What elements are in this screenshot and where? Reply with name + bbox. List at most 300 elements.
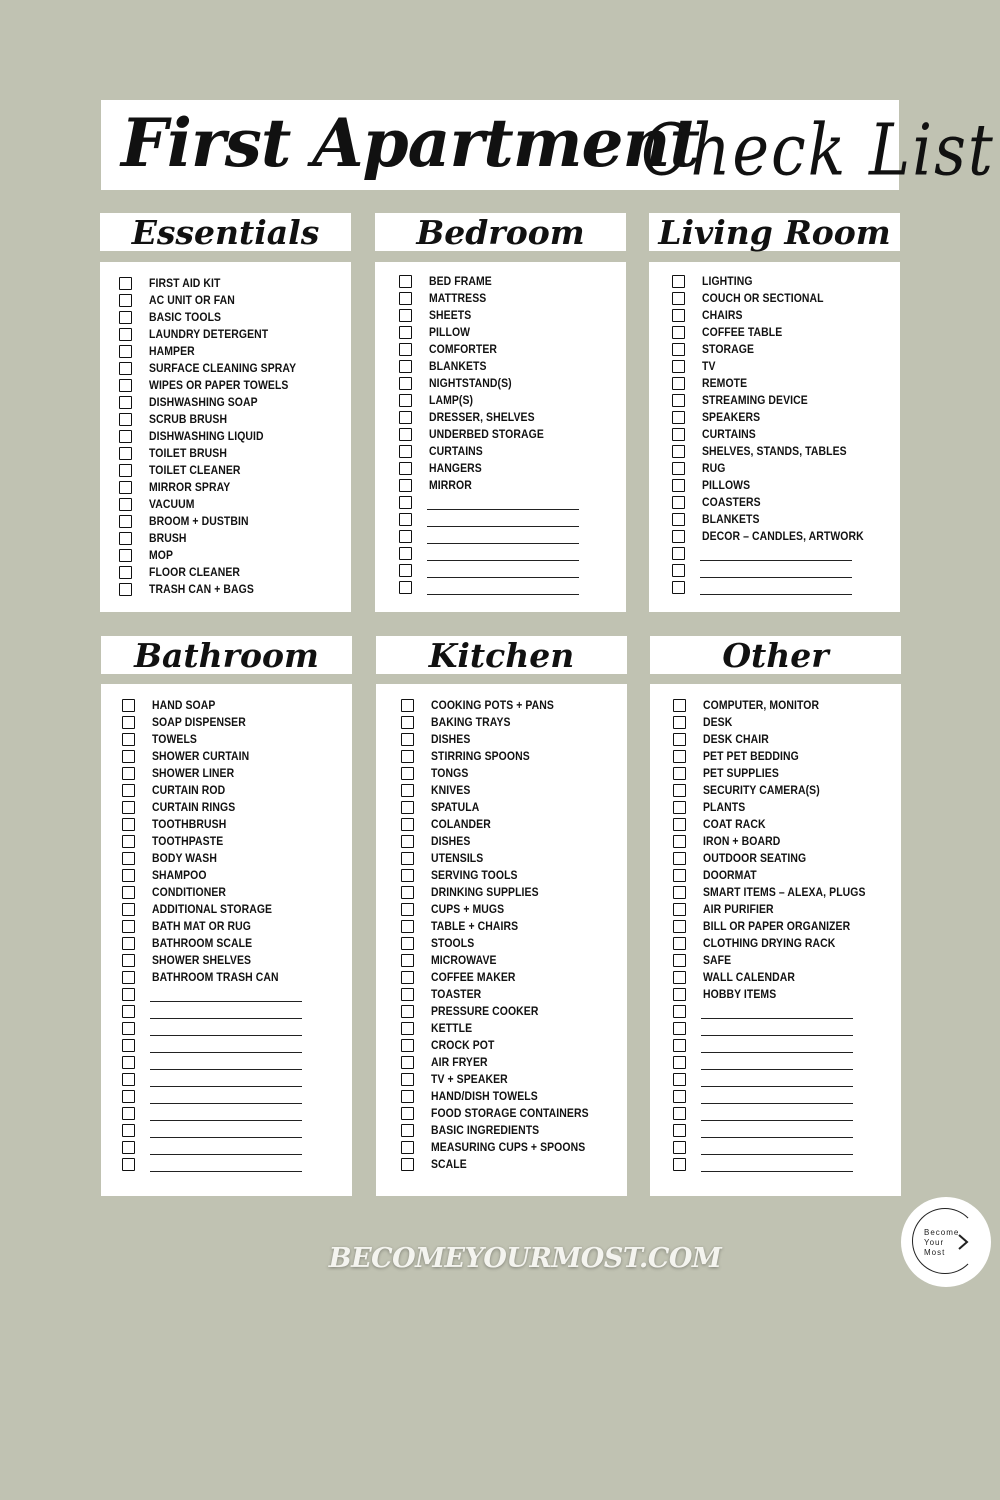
checkbox[interactable] xyxy=(399,547,412,560)
checkbox[interactable] xyxy=(399,292,412,305)
checkbox[interactable] xyxy=(399,275,412,288)
checklist-item xyxy=(122,714,302,731)
write-in-line[interactable] xyxy=(701,1124,853,1138)
checkbox[interactable] xyxy=(122,1141,135,1154)
checklist-blank-item xyxy=(672,562,882,579)
checkbox[interactable] xyxy=(672,496,685,509)
checklist-item xyxy=(122,884,302,901)
checkbox[interactable] xyxy=(122,835,135,848)
checkbox[interactable] xyxy=(122,988,135,1001)
checklist-blank-item xyxy=(399,511,579,528)
checkbox[interactable] xyxy=(401,716,414,729)
checkbox[interactable] xyxy=(119,413,132,426)
checkbox[interactable] xyxy=(672,275,685,288)
checkbox[interactable] xyxy=(673,1022,686,1035)
checklist-blank-item xyxy=(122,1020,302,1037)
checklist-item xyxy=(399,443,579,460)
checkbox[interactable] xyxy=(673,920,686,933)
checkbox[interactable] xyxy=(399,513,412,526)
checklist-item xyxy=(401,935,606,952)
checklist-item-label: ADDITIONAL STORAGE xyxy=(152,903,273,916)
checklist-item-label: DISHES xyxy=(431,835,471,848)
checklist-item xyxy=(399,426,579,443)
write-in-line[interactable] xyxy=(427,496,579,510)
checkbox[interactable] xyxy=(672,479,685,492)
brand-logo[interactable] xyxy=(901,1197,991,1287)
website-url[interactable]: BECOMEYOURMOST.COM xyxy=(328,1243,722,1274)
checklist-item-label: LIGHTING xyxy=(702,275,753,288)
checkbox[interactable] xyxy=(673,1039,686,1052)
section-bathroom xyxy=(101,684,352,1196)
checkbox[interactable] xyxy=(119,481,132,494)
checklist-blank-item xyxy=(122,986,302,1003)
checklist-item-label: CUPS + MUGS xyxy=(431,903,505,916)
checkbox[interactable] xyxy=(401,852,414,865)
checklist-blank-item xyxy=(673,1156,884,1173)
write-in-line[interactable] xyxy=(701,1056,853,1070)
checklist-item xyxy=(122,782,302,799)
checkbox[interactable] xyxy=(119,379,132,392)
checklist-item-label: SOAP DISPENSER xyxy=(152,716,246,729)
checkbox[interactable] xyxy=(122,818,135,831)
checkbox[interactable] xyxy=(672,581,685,594)
checklist-other xyxy=(673,697,884,1173)
checklist-item-label: SAFE xyxy=(703,954,732,967)
checkbox[interactable] xyxy=(122,699,135,712)
checkbox[interactable] xyxy=(122,801,135,814)
write-in-line[interactable] xyxy=(150,1107,302,1121)
checkbox[interactable] xyxy=(119,311,132,324)
checklist-blank-item xyxy=(399,545,579,562)
checklist-item-label: SERVING TOOLS xyxy=(431,869,518,882)
checklist-item-label: VACUUM xyxy=(149,498,195,511)
checklist-item-label: BASIC TOOLS xyxy=(149,311,222,324)
checklist-item xyxy=(672,307,882,324)
checklist-item xyxy=(119,394,312,411)
checkbox[interactable] xyxy=(672,564,685,577)
section-living-room xyxy=(649,262,900,612)
checkbox[interactable] xyxy=(399,394,412,407)
checkbox[interactable] xyxy=(673,971,686,984)
checkbox[interactable] xyxy=(673,988,686,1001)
checklist-item xyxy=(119,513,312,530)
checkbox[interactable] xyxy=(401,801,414,814)
write-in-line[interactable] xyxy=(150,1124,302,1138)
write-in-line[interactable] xyxy=(150,1056,302,1070)
checklist-item-label: BASIC INGREDIENTS xyxy=(431,1124,540,1137)
checkbox[interactable] xyxy=(399,343,412,356)
checkbox[interactable] xyxy=(673,835,686,848)
checkbox[interactable] xyxy=(119,583,132,596)
checkbox[interactable] xyxy=(401,1124,414,1137)
write-in-line[interactable] xyxy=(150,1158,302,1172)
checklist-item-label: MIRROR SPRAY xyxy=(149,481,231,494)
checkbox[interactable] xyxy=(672,428,685,441)
checkbox[interactable] xyxy=(122,886,135,899)
checkbox[interactable] xyxy=(399,530,412,543)
checkbox[interactable] xyxy=(399,462,412,475)
checklist-item-label: DISHWASHING SOAP xyxy=(149,396,258,409)
checkbox[interactable] xyxy=(122,716,135,729)
checkbox[interactable] xyxy=(672,394,685,407)
checklist-item xyxy=(672,460,882,477)
checkbox[interactable] xyxy=(122,750,135,763)
checklist-item xyxy=(401,714,606,731)
section-heading-kitchen: Kitchen xyxy=(376,636,627,674)
checklist-item xyxy=(673,799,884,816)
checklist-item-label: NIGHTSTAND(S) xyxy=(429,377,512,390)
checkbox[interactable] xyxy=(122,767,135,780)
checklist-item-label: MATTRESS xyxy=(429,292,487,305)
checklist-item-label: FIRST AID KIT xyxy=(149,277,221,290)
checkbox[interactable] xyxy=(673,1073,686,1086)
logo-line-1: Become xyxy=(924,1228,960,1237)
checkbox[interactable] xyxy=(399,360,412,373)
checkbox[interactable] xyxy=(673,716,686,729)
checklist-item xyxy=(673,833,884,850)
checklist-item-label: SHAMPOO xyxy=(152,869,207,882)
checklist-item-label: PET SUPPLIES xyxy=(703,767,779,780)
write-in-line[interactable] xyxy=(700,581,852,595)
checkbox[interactable] xyxy=(119,498,132,511)
checklist-item-label: HAMPER xyxy=(149,345,195,358)
checkbox[interactable] xyxy=(401,1022,414,1035)
checkbox[interactable] xyxy=(122,1073,135,1086)
section-heading-living-room: Living Room xyxy=(649,213,900,251)
checklist-essentials xyxy=(119,275,312,598)
checkbox[interactable] xyxy=(401,1090,414,1103)
checkbox[interactable] xyxy=(401,835,414,848)
checklist-item-label: CROCK POT xyxy=(431,1039,495,1052)
checklist-item xyxy=(122,816,302,833)
checklist-item-label: PRESSURE COOKER xyxy=(431,1005,539,1018)
checkbox[interactable] xyxy=(399,581,412,594)
checklist-item-label: PET PET BEDDING xyxy=(703,750,799,763)
write-in-line[interactable] xyxy=(701,1039,853,1053)
checklist-item-label: UTENSILS xyxy=(431,852,484,865)
checkbox[interactable] xyxy=(672,292,685,305)
checkbox[interactable] xyxy=(399,309,412,322)
write-in-line[interactable] xyxy=(701,1107,853,1121)
checkbox[interactable] xyxy=(399,377,412,390)
checkbox[interactable] xyxy=(122,784,135,797)
checklist-item-label: AC UNIT OR FAN xyxy=(149,294,235,307)
checklist-item xyxy=(673,765,884,782)
checklist-item-label: COASTERS xyxy=(702,496,761,509)
checkbox[interactable] xyxy=(122,1039,135,1052)
checkbox[interactable] xyxy=(122,1022,135,1035)
checklist-item xyxy=(119,479,312,496)
write-in-line[interactable] xyxy=(700,564,852,578)
checklist-item-label: HOBBY ITEMS xyxy=(703,988,777,1001)
checkbox[interactable] xyxy=(122,971,135,984)
checklist-item xyxy=(122,799,302,816)
checkbox[interactable] xyxy=(119,277,132,290)
checklist-item xyxy=(401,850,606,867)
checkbox[interactable] xyxy=(122,733,135,746)
checklist-blank-item xyxy=(399,579,579,596)
checklist-item xyxy=(122,697,302,714)
checkbox[interactable] xyxy=(401,903,414,916)
checkbox[interactable] xyxy=(401,1039,414,1052)
checkbox[interactable] xyxy=(119,464,132,477)
checklist-item-label: COAT RACK xyxy=(703,818,766,831)
write-in-line[interactable] xyxy=(150,988,302,1002)
checkbox[interactable] xyxy=(401,869,414,882)
checklist-item-label: SECURITY CAMERA(S) xyxy=(703,784,820,797)
checkbox[interactable] xyxy=(672,309,685,322)
checklist-item xyxy=(672,409,882,426)
checkbox[interactable] xyxy=(673,1056,686,1069)
checklist-item-label: CURTAINS xyxy=(429,445,483,458)
checkbox[interactable] xyxy=(119,515,132,528)
checkbox[interactable] xyxy=(122,903,135,916)
checkbox[interactable] xyxy=(673,750,686,763)
checkbox[interactable] xyxy=(672,343,685,356)
checkbox[interactable] xyxy=(401,818,414,831)
checklist-item xyxy=(399,392,579,409)
write-in-line[interactable] xyxy=(427,547,579,561)
checkbox[interactable] xyxy=(401,1158,414,1171)
checklist-item-label: SHEETS xyxy=(429,309,472,322)
checklist-item-label: CURTAIN RINGS xyxy=(152,801,236,814)
checklist-item xyxy=(399,409,579,426)
checklist-item-label: TABLE + CHAIRS xyxy=(431,920,519,933)
checkbox[interactable] xyxy=(119,447,132,460)
checkbox[interactable] xyxy=(672,513,685,526)
checklist-item-label: SHOWER CURTAIN xyxy=(152,750,250,763)
checklist-item-label: PILLOWS xyxy=(702,479,751,492)
checkbox[interactable] xyxy=(673,1158,686,1171)
checklist-item xyxy=(401,986,606,1003)
checklist-item-label: CHAIRS xyxy=(702,309,743,322)
checkbox[interactable] xyxy=(673,699,686,712)
checklist-item xyxy=(122,901,302,918)
checkbox[interactable] xyxy=(673,1124,686,1137)
checklist-item xyxy=(401,867,606,884)
logo-line-2: Your xyxy=(924,1238,945,1247)
checkbox[interactable] xyxy=(399,411,412,424)
checklist-item xyxy=(401,1105,606,1122)
checklist-item-label: MEASURING CUPS + SPOONS xyxy=(431,1141,586,1154)
checklist-item xyxy=(399,307,579,324)
checklist-item-label: DISHES xyxy=(431,733,471,746)
checklist-item-label: TONGS xyxy=(431,767,469,780)
checkbox[interactable] xyxy=(122,1124,135,1137)
checkbox[interactable] xyxy=(399,564,412,577)
checklist-item-label: HAND/DISH TOWELS xyxy=(431,1090,538,1103)
checkbox[interactable] xyxy=(122,852,135,865)
checklist-item-label: COLANDER xyxy=(431,818,491,831)
checkbox[interactable] xyxy=(672,462,685,475)
checkbox[interactable] xyxy=(672,530,685,543)
checklist-item xyxy=(119,428,312,445)
write-in-line[interactable] xyxy=(150,1141,302,1155)
checklist-item xyxy=(401,1054,606,1071)
checklist-item-label: DRINKING SUPPLIES xyxy=(431,886,539,899)
checkbox[interactable] xyxy=(119,549,132,562)
checkbox[interactable] xyxy=(399,479,412,492)
checklist-item xyxy=(401,918,606,935)
checkbox[interactable] xyxy=(673,784,686,797)
write-in-line[interactable] xyxy=(700,547,852,561)
checkbox[interactable] xyxy=(119,566,132,579)
checklist-item xyxy=(672,511,882,528)
checkbox[interactable] xyxy=(401,1073,414,1086)
checkbox[interactable] xyxy=(401,699,414,712)
checkbox[interactable] xyxy=(672,547,685,560)
checklist-item-label: TOILET BRUSH xyxy=(149,447,227,460)
write-in-line[interactable] xyxy=(150,1022,302,1036)
checklist-item xyxy=(401,1156,606,1173)
checklist-item xyxy=(119,496,312,513)
checklist-item-label: CURTAINS xyxy=(702,428,756,441)
checklist-item-label: CONDITIONER xyxy=(152,886,227,899)
write-in-line[interactable] xyxy=(701,1158,853,1172)
checkbox[interactable] xyxy=(119,396,132,409)
checkbox[interactable] xyxy=(122,1005,135,1018)
checkbox[interactable] xyxy=(401,750,414,763)
checkbox[interactable] xyxy=(401,1005,414,1018)
checkbox[interactable] xyxy=(401,937,414,950)
checkbox[interactable] xyxy=(401,784,414,797)
checkbox[interactable] xyxy=(119,328,132,341)
checklist-item xyxy=(672,290,882,307)
checkbox[interactable] xyxy=(401,954,414,967)
checkbox[interactable] xyxy=(122,1158,135,1171)
checklist-item-label: MICROWAVE xyxy=(431,954,497,967)
write-in-line[interactable] xyxy=(427,530,579,544)
checklist-item xyxy=(119,309,312,326)
checkbox[interactable] xyxy=(673,852,686,865)
write-in-line[interactable] xyxy=(427,564,579,578)
checkbox[interactable] xyxy=(119,294,132,307)
checkbox[interactable] xyxy=(673,733,686,746)
checklist-blank-item xyxy=(673,1054,884,1071)
checkbox[interactable] xyxy=(122,920,135,933)
write-in-line[interactable] xyxy=(150,1039,302,1053)
checkbox[interactable] xyxy=(122,1056,135,1069)
checklist-item-label: BAKING TRAYS xyxy=(431,716,511,729)
checkbox[interactable] xyxy=(673,767,686,780)
checklist-item-label: BILL OR PAPER ORGANIZER xyxy=(703,920,851,933)
checklist-item xyxy=(673,918,884,935)
write-in-line[interactable] xyxy=(701,1005,853,1019)
write-in-line[interactable] xyxy=(150,1090,302,1104)
checkbox[interactable] xyxy=(673,801,686,814)
checkbox[interactable] xyxy=(122,937,135,950)
write-in-line[interactable] xyxy=(701,1073,853,1087)
write-in-line[interactable] xyxy=(150,1005,302,1019)
checkbox[interactable] xyxy=(673,903,686,916)
checklist-item-label: SMART ITEMS – ALEXA, PLUGS xyxy=(703,886,866,899)
checkbox[interactable] xyxy=(119,532,132,545)
checklist-item xyxy=(672,528,882,545)
checklist-item xyxy=(401,816,606,833)
checkbox[interactable] xyxy=(401,1141,414,1154)
checkbox[interactable] xyxy=(399,445,412,458)
checklist-item xyxy=(119,547,312,564)
checklist-item-label: OUTDOOR SEATING xyxy=(703,852,807,865)
checkbox[interactable] xyxy=(119,362,132,375)
write-in-line[interactable] xyxy=(701,1141,853,1155)
checkbox[interactable] xyxy=(672,326,685,339)
checklist-item-label: MIRROR xyxy=(429,479,472,492)
checklist-item xyxy=(401,1139,606,1156)
checkbox[interactable] xyxy=(672,445,685,458)
checkbox[interactable] xyxy=(673,1107,686,1120)
checkbox[interactable] xyxy=(122,954,135,967)
checklist-item-label: TOWELS xyxy=(152,733,197,746)
write-in-line[interactable] xyxy=(701,1090,853,1104)
write-in-line[interactable] xyxy=(427,581,579,595)
checkbox[interactable] xyxy=(399,496,412,509)
checklist-item-label: SCALE xyxy=(431,1158,467,1171)
checklist-item xyxy=(673,816,884,833)
checkbox[interactable] xyxy=(399,428,412,441)
checkbox[interactable] xyxy=(399,326,412,339)
checkbox[interactable] xyxy=(673,1005,686,1018)
checklist-item xyxy=(399,290,579,307)
write-in-line[interactable] xyxy=(427,513,579,527)
checklist-item-label: TOILET CLEANER xyxy=(149,464,241,477)
checklist-item xyxy=(673,935,884,952)
checkbox[interactable] xyxy=(401,1056,414,1069)
write-in-line[interactable] xyxy=(701,1022,853,1036)
checkbox[interactable] xyxy=(119,345,132,358)
checkbox[interactable] xyxy=(119,430,132,443)
checkbox[interactable] xyxy=(672,411,685,424)
checklist-item-label: UNDERBED STORAGE xyxy=(429,428,544,441)
checklist-blank-item xyxy=(122,1139,302,1156)
checkbox[interactable] xyxy=(401,767,414,780)
checkbox[interactable] xyxy=(673,886,686,899)
checkbox[interactable] xyxy=(672,360,685,373)
checkbox[interactable] xyxy=(401,733,414,746)
checkbox[interactable] xyxy=(673,937,686,950)
checkbox[interactable] xyxy=(401,971,414,984)
checkbox[interactable] xyxy=(673,818,686,831)
checkbox[interactable] xyxy=(401,1107,414,1120)
checkbox[interactable] xyxy=(672,377,685,390)
checklist-item xyxy=(672,443,882,460)
checkbox[interactable] xyxy=(122,869,135,882)
checkbox[interactable] xyxy=(401,920,414,933)
checkbox[interactable] xyxy=(401,988,414,1001)
checklist-item xyxy=(122,731,302,748)
section-heading-bedroom: Bedroom xyxy=(375,213,626,251)
checklist-item xyxy=(119,445,312,462)
checkbox[interactable] xyxy=(673,954,686,967)
checkbox[interactable] xyxy=(673,869,686,882)
write-in-line[interactable] xyxy=(150,1073,302,1087)
checklist-item-label: CLOTHING DRYING RACK xyxy=(703,937,836,950)
checklist-blank-item xyxy=(122,1054,302,1071)
checkbox[interactable] xyxy=(122,1107,135,1120)
checklist-item xyxy=(401,969,606,986)
checklist-blank-item xyxy=(673,1122,884,1139)
checkbox[interactable] xyxy=(673,1090,686,1103)
checklist-item xyxy=(672,392,882,409)
checkbox[interactable] xyxy=(673,1141,686,1154)
checkbox[interactable] xyxy=(122,1090,135,1103)
checklist-blank-item xyxy=(122,1156,302,1173)
checklist-item xyxy=(122,867,302,884)
checkbox[interactable] xyxy=(401,886,414,899)
checklist-item-label: AIR FRYER xyxy=(431,1056,488,1069)
checklist-item-label: CURTAIN ROD xyxy=(152,784,226,797)
checklist-item xyxy=(673,850,884,867)
